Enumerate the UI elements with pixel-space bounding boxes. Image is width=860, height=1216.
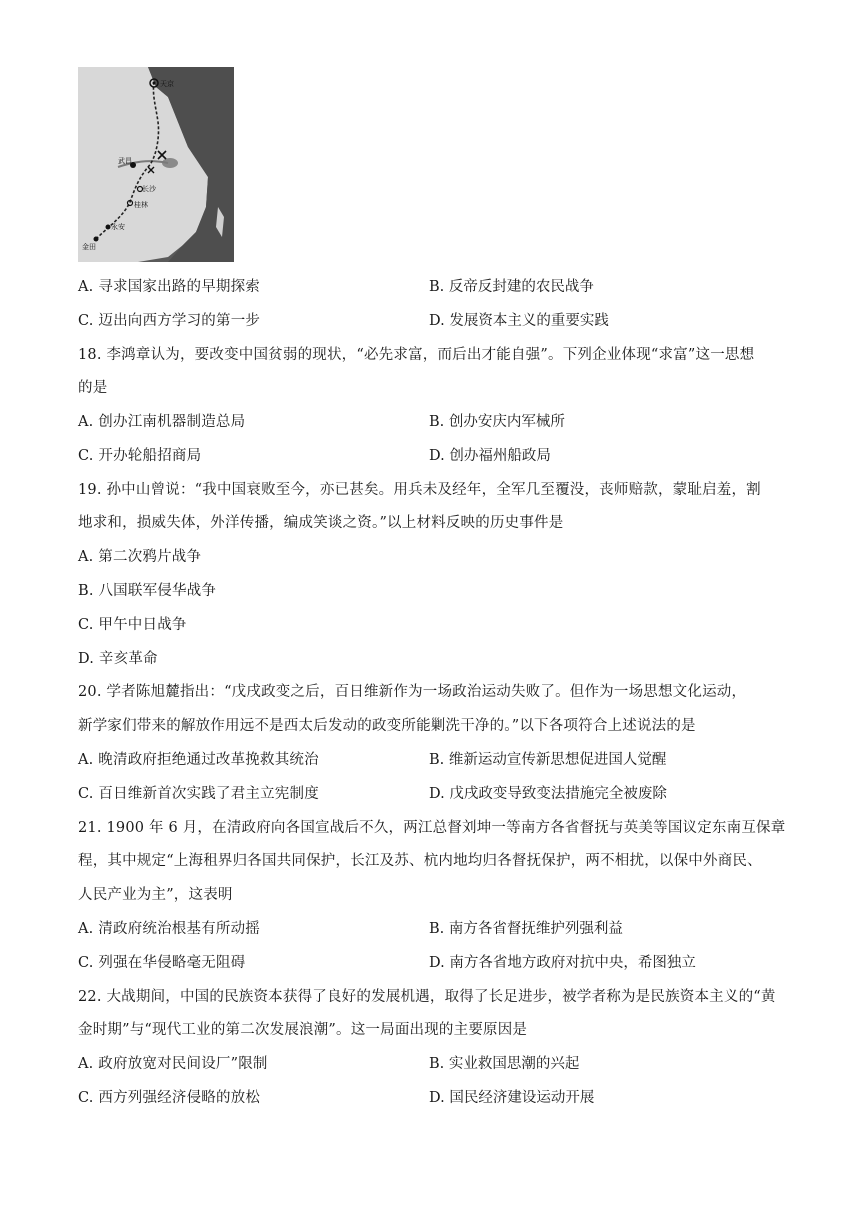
q21-option-c[interactable]: C. 列强在华侵略毫无阻碍 [78, 955, 246, 971]
q21-option-b[interactable]: B. 南方各省督抚维护列强利益 [429, 921, 623, 937]
q21-option-d[interactable]: D. 南方各省地方政府对抗中央，希图独立 [429, 955, 696, 971]
q17-option-a[interactable]: A. 寻求国家出路的早期探索 [78, 279, 260, 295]
q18-stem-line1: 18. 李鸿章认为，要改变中国贫弱的现状，“必先求富，而后出才能自强”。下列企业体现“求富”这一思想 [78, 347, 755, 363]
q19-option-b[interactable]: B. 八国联军侵华战争 [78, 583, 217, 599]
map-label-yongan: 永安 [111, 223, 125, 231]
q22-stem-line2: 金时期”与“现代工业的第二次发展浪潮”。这一局面出现的主要原因是 [78, 1022, 528, 1038]
q22-option-d[interactable]: D. 国民经济建设运动开展 [429, 1090, 595, 1106]
map-label-guilin: 桂林 [134, 201, 148, 209]
q18-option-d[interactable]: D. 创办福州船政局 [429, 448, 551, 464]
q19-stem-line1: 19. 孙中山曾说：“我中国衰败至今，亦已甚矣。用兵未及经年，全军几至覆没，丧师赔款，蒙耻启羞，割 [78, 482, 761, 498]
taiping-route-map [78, 67, 234, 262]
q17-option-d[interactable]: D. 发展资本主义的重要实践 [429, 313, 609, 329]
q18-option-c[interactable]: C. 开办轮船招商局 [78, 448, 202, 464]
q20-option-a[interactable]: A. 晚清政府拒绝通过改革挽救其统治 [78, 752, 319, 768]
q20-option-c[interactable]: C. 百日维新首次实践了君主立宪制度 [78, 786, 319, 802]
q18-option-a[interactable]: A. 创办江南机器制造总局 [78, 414, 246, 430]
q21-stem-line2: 程，其中规定“上海租界归各国共同保护，长江及苏、杭内地均归各督抚保护，两不相扰，以保中外商民、 [78, 853, 762, 869]
q21-stem-line1: 21. 1900 年 6 月，在清政府向各国宣战后不久，两江总督刘坤一等南方各省督抚与英美等国议定东南互保章 [78, 820, 786, 836]
q17-option-c[interactable]: C. 迈出向西方学习的第一步 [78, 313, 261, 329]
q18-stem-line2: 的是 [78, 380, 108, 396]
q20-stem-line2: 新学家们带来的解放作用远不是西太后发动的政变所能剿洗干净的。”以下各项符合上述说法的是 [78, 718, 696, 734]
q22-option-c[interactable]: C. 西方列强经济侵略的放松 [78, 1090, 261, 1106]
q17-option-b[interactable]: B. 反帝反封建的农民战争 [429, 279, 594, 295]
q22-stem-line1: 22. 大战期间，中国的民族资本获得了良好的发展机遇，取得了长足进步，被学者称为是民族资本主义的“黄 [78, 989, 776, 1005]
q19-option-d[interactable]: D. 辛亥革命 [78, 651, 158, 667]
q20-option-b[interactable]: B. 维新运动宣传新思想促进国人觉醒 [429, 752, 667, 768]
q19-option-a[interactable]: A. 第二次鸦片战争 [78, 549, 202, 565]
map-image [78, 67, 234, 262]
q22-option-a[interactable]: A. 政府放宽对民间设厂”限制 [78, 1056, 268, 1072]
q19-option-c[interactable]: C. 甲午中日战争 [78, 617, 187, 633]
q22-option-b[interactable]: B. 实业救国思潮的兴起 [429, 1056, 580, 1072]
map-label-changsha: 长沙 [142, 185, 156, 193]
q21-option-a[interactable]: A. 清政府统治根基有所动摇 [78, 921, 260, 937]
map-label-tianjing: 天京 [160, 80, 174, 88]
q20-option-d[interactable]: D. 戊戌政变导致变法措施完全被废除 [429, 786, 667, 802]
q18-option-b[interactable]: B. 创办安庆内军械所 [429, 414, 565, 430]
map-label-wuchang: 武昌 [118, 157, 132, 165]
q19-stem-line2: 地求和，损威失体，外洋传播，编成笑谈之资。”以上材料反映的历史事件是 [78, 515, 564, 531]
q20-stem-line1: 20. 学者陈旭麓指出：“戊戌政变之后，百日维新作为一场政治运动失败了。但作为一场思想文化运动， [78, 684, 747, 700]
map-label-jintian: 金田 [82, 243, 96, 251]
q21-stem-line3: 人民产业为主”，这表明 [78, 887, 233, 903]
